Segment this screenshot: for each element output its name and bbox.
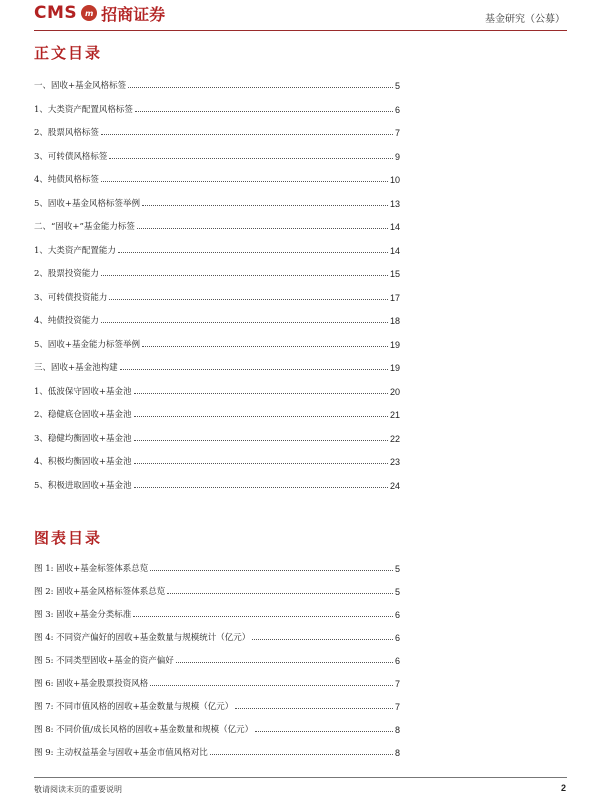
entry-page-number: 10: [389, 175, 400, 185]
dot-leader: [101, 134, 393, 135]
entry-page-number: 6: [394, 633, 400, 643]
toc-entry[interactable]: [34, 383, 400, 397]
entry-page-number: 24: [389, 480, 400, 491]
figure-entry[interactable]: [34, 583, 400, 597]
toc-entry[interactable]: [34, 242, 400, 256]
figure-entry[interactable]: [34, 698, 400, 712]
entry-label: 5、固收+基金能力标签举例: [34, 339, 141, 350]
entry-page-number: 23: [389, 457, 400, 467]
entry-label: 图 7: 不同市值风格的固收+基金数量与规模（亿元）: [34, 702, 234, 712]
figure-entry[interactable]: [34, 721, 400, 735]
contents-title: 正文目录: [34, 44, 103, 62]
entry-label: 图 2: 固收+基金风格标签体系总览: [34, 587, 166, 597]
logo-mark-icon: m: [81, 5, 97, 21]
dot-leader: [142, 205, 388, 206]
figure-entry[interactable]: [34, 652, 400, 666]
entry-page-number: 14: [389, 222, 400, 232]
dot-leader: [101, 275, 388, 276]
entry-page-number: 6: [394, 610, 400, 620]
toc-entry[interactable]: [34, 265, 400, 279]
entry-label: 图 4: 不同资产偏好的固收+基金数量与规模统计（亿元）: [34, 633, 251, 643]
entry-label: 3、稳健均衡固收+基金池: [34, 433, 132, 444]
dot-leader: [128, 87, 393, 88]
dot-leader: [135, 111, 393, 112]
entry-label: 4、纯债风格标签: [34, 175, 99, 185]
dot-leader: [120, 369, 388, 370]
dot-leader: [235, 708, 393, 709]
figure-entry[interactable]: [34, 629, 400, 643]
toc-entry[interactable]: [34, 289, 400, 303]
toc-entry[interactable]: [34, 336, 400, 350]
figure-entry[interactable]: [34, 675, 400, 689]
toc-entry[interactable]: [34, 195, 400, 209]
entry-label: 二、“固收+”基金能力标签: [34, 222, 135, 232]
entry-label: 4、积极均衡固收+基金池: [34, 457, 132, 467]
entry-page-number: 8: [394, 725, 400, 735]
entry-page-number: 9: [394, 151, 400, 162]
entry-page-number: 20: [389, 386, 400, 397]
toc-entry[interactable]: [34, 77, 400, 91]
entry-page-number: 13: [389, 198, 400, 209]
entry-label: 图 5: 不同类型固收+基金的资产偏好: [34, 656, 174, 666]
dot-leader: [176, 662, 393, 663]
entry-label: 4、纯债投资能力: [34, 316, 99, 326]
dot-leader: [167, 593, 393, 594]
dot-leader: [142, 346, 388, 347]
cms-logo: [34, 0, 165, 26]
entry-label: 1、大类资产配置能力: [34, 245, 116, 256]
entry-page-number: 8: [394, 748, 400, 758]
page-number: 2: [560, 783, 566, 793]
dot-leader: [134, 463, 388, 464]
toc-entry[interactable]: [34, 101, 400, 115]
dot-leader: [109, 158, 393, 159]
entry-page-number: 6: [394, 104, 400, 115]
dot-leader: [101, 322, 388, 323]
entry-label: 1、低波保守固收+基金池: [34, 386, 132, 397]
entry-page-number: 21: [389, 410, 400, 420]
figures-title: 图表目录: [34, 529, 103, 547]
figure-entry[interactable]: [34, 606, 400, 620]
entry-page-number: 7: [394, 702, 400, 712]
entry-page-number: 22: [389, 433, 400, 444]
entry-label: 图 9: 主动权益基金与固收+基金市值风格对比: [34, 748, 208, 758]
dot-leader: [252, 639, 393, 640]
entry-page-number: 7: [394, 128, 400, 138]
dot-leader: [255, 731, 393, 732]
dot-leader: [137, 228, 388, 229]
dot-leader: [101, 181, 388, 182]
entry-label: 图 6: 固收+基金股票投资风格: [34, 679, 149, 689]
entry-label: 三、固收+基金池构建: [34, 363, 118, 373]
logo-company-name: 招商证券: [101, 4, 166, 24]
figure-entry[interactable]: [34, 560, 400, 574]
entry-label: 图 1: 固收+基金标签体系总览: [34, 564, 149, 574]
entry-label: 2、股票风格标签: [34, 128, 99, 138]
toc-entry[interactable]: [34, 430, 400, 444]
entry-page-number: 5: [394, 81, 400, 91]
figure-entry[interactable]: [34, 744, 400, 758]
entry-page-number: 19: [389, 339, 400, 350]
toc-entry[interactable]: [34, 171, 400, 185]
entry-label: 2、股票投资能力: [34, 269, 99, 279]
toc-entry[interactable]: [34, 406, 400, 420]
entry-page-number: 14: [389, 245, 400, 256]
dot-leader: [150, 685, 393, 686]
toc-entry[interactable]: [34, 148, 400, 162]
entry-page-number: 18: [389, 316, 400, 326]
toc-entry[interactable]: [34, 124, 400, 138]
entry-label: 5、固收+基金风格标签举例: [34, 198, 141, 209]
dot-leader: [134, 440, 388, 441]
page-header: [0, 0, 600, 36]
entry-page-number: 6: [394, 656, 400, 666]
entry-label: 5、积极进取固收+基金池: [34, 480, 132, 491]
dot-leader: [109, 299, 388, 300]
toc-entry[interactable]: [34, 477, 400, 491]
header-divider: [34, 30, 567, 31]
entry-page-number: 17: [389, 292, 400, 303]
report-category: 基金研究（公募）: [485, 14, 565, 25]
entry-page-number: 5: [394, 564, 400, 574]
dot-leader: [150, 570, 393, 571]
entry-page-number: 7: [394, 679, 400, 689]
dot-leader: [134, 416, 388, 417]
entry-label: 2、稳健底仓固收+基金池: [34, 410, 132, 420]
toc-entry[interactable]: [34, 218, 400, 232]
logo-text: CMS: [34, 3, 78, 23]
dot-leader: [118, 252, 388, 253]
entry-label: 1、大类资产配置风格标签: [34, 104, 133, 115]
footer-divider: [34, 777, 567, 778]
entry-label: 3、可转债投资能力: [34, 292, 108, 303]
dot-leader: [133, 616, 393, 617]
dot-leader: [134, 393, 388, 394]
entry-label: 一、固收+基金风格标签: [34, 81, 127, 91]
entry-label: 图 3: 固收+基金分类标准: [34, 610, 132, 620]
footer-disclaimer: 敬请阅读末页的重要说明: [34, 785, 122, 794]
dot-leader: [134, 487, 388, 488]
entry-page-number: 15: [389, 269, 400, 279]
entry-page-number: 5: [394, 587, 400, 597]
entry-label: 图 8: 不同价值/成长风格的固收+基金数量和规模（亿元）: [34, 725, 254, 735]
toc-entry[interactable]: [34, 453, 400, 467]
toc-entry[interactable]: [34, 359, 400, 373]
dot-leader: [210, 754, 393, 755]
entry-page-number: 19: [389, 363, 400, 373]
entry-label: 3、可转债风格标签: [34, 151, 108, 162]
toc-entry[interactable]: [34, 312, 400, 326]
